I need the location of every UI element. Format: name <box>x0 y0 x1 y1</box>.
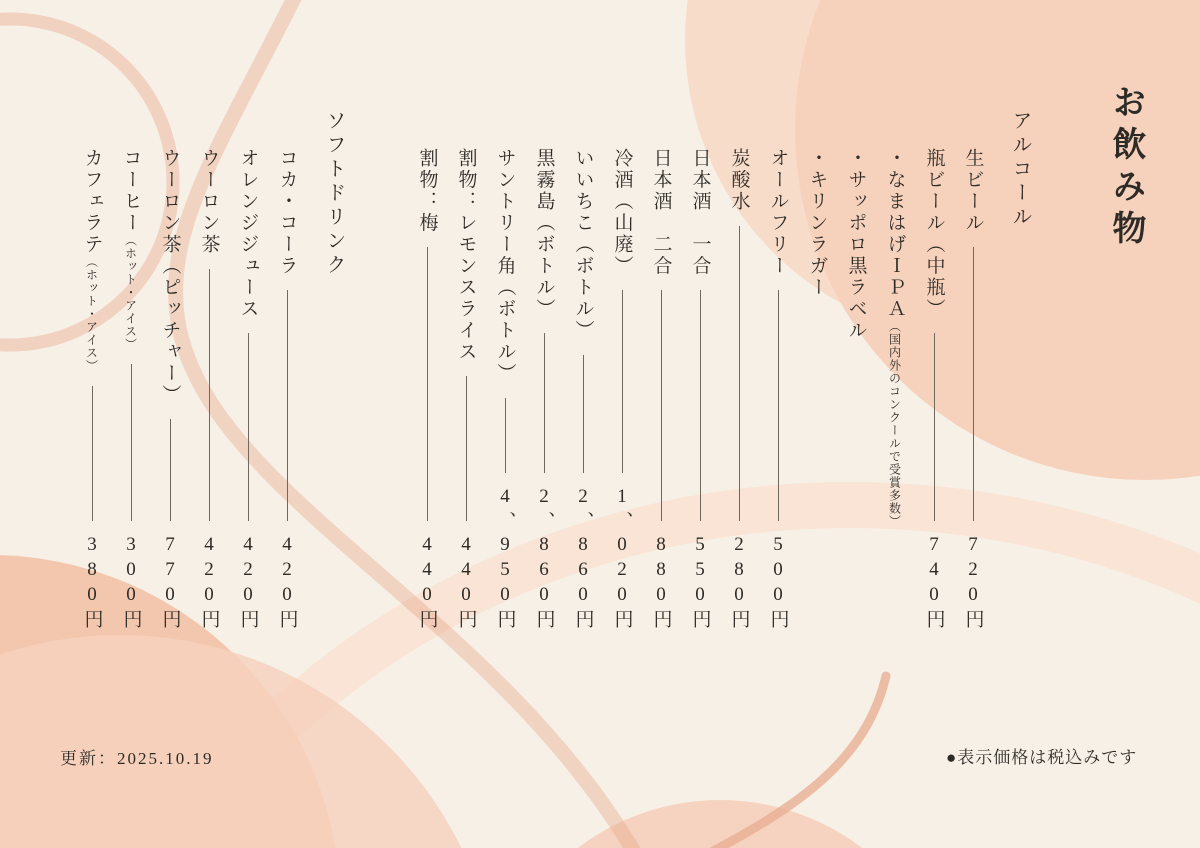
tax-note: ●表示価格は税込みです <box>946 748 1138 767</box>
menu-item <box>611 60 633 646</box>
item-price: 420円 <box>198 534 220 632</box>
item-price: 420円 <box>237 534 259 632</box>
leader-line <box>287 290 288 521</box>
item-price: 740円 <box>923 534 945 632</box>
item-price: 880円 <box>650 534 672 632</box>
menu-item <box>728 60 750 646</box>
item-name: オールフリー <box>767 148 789 277</box>
leader-line <box>778 290 779 521</box>
item-price: 420円 <box>276 534 298 632</box>
menu <box>81 60 1144 646</box>
item-price: 550円 <box>689 534 711 632</box>
menu-item <box>198 60 220 646</box>
leader-line <box>427 247 428 521</box>
item-name: ウーロン茶 <box>198 148 220 256</box>
item-price: 300円 <box>120 534 142 632</box>
item-name: 日本酒 一合 <box>689 148 711 277</box>
updated-date: 更新：2025.10.19 <box>60 749 214 768</box>
decor-circle-bottom-center <box>485 800 955 848</box>
menu-item <box>81 60 103 646</box>
item-name: 割物：レモンスライス <box>455 148 477 363</box>
leader-line <box>934 333 935 521</box>
item-price: 440円 <box>416 534 438 632</box>
item-name: 瓶ビール（中瓶） <box>923 148 945 320</box>
menu-item <box>276 60 298 646</box>
section-header: アルコール <box>1009 110 1031 230</box>
leader-line <box>973 247 974 521</box>
item-name: コカ・コーラ <box>276 148 298 277</box>
item-name: カフェラテ（ホット・アイス） <box>81 148 103 373</box>
leader-line <box>544 333 545 473</box>
menu-item <box>650 60 672 646</box>
menu-item <box>494 60 516 646</box>
menu-item <box>884 60 906 646</box>
item-name: オレンジジュース <box>237 148 259 320</box>
item-name: 生ビール <box>962 148 984 234</box>
item-name: 冷酒（山廃） <box>611 148 633 277</box>
item-name: ・サッポロ黒ラベル <box>845 148 867 342</box>
menu-item <box>962 60 984 646</box>
menu-item <box>767 60 789 646</box>
menu-item <box>572 60 594 646</box>
leader-line <box>209 269 210 522</box>
item-price: 380円 <box>81 534 103 632</box>
item-name: 黒霧島（ボトル） <box>533 148 555 320</box>
leader-line <box>170 419 171 521</box>
leader-line <box>700 290 701 521</box>
menu-item <box>689 60 711 646</box>
item-price: 2、860円 <box>533 486 555 632</box>
item-name: 割物：梅 <box>416 148 438 234</box>
menu-item <box>845 60 867 646</box>
item-name: 炭酸水 <box>728 148 750 213</box>
item-name: 日本酒 二合 <box>650 148 672 277</box>
item-name: ウーロン茶（ピッチャー） <box>159 148 181 406</box>
menu-item <box>159 60 181 646</box>
item-price: 440円 <box>455 534 477 632</box>
item-annotation: （ホット・アイス） <box>123 234 138 351</box>
item-name: ・なまはげＩＰＡ（国内外のコンクールで受賞多数） <box>884 148 906 528</box>
menu-item <box>237 60 259 646</box>
decor-circle-bottom-left-light <box>0 635 500 848</box>
menu-item <box>416 60 438 646</box>
item-name: ・キリンラガー <box>806 148 828 299</box>
leader-line <box>505 398 506 474</box>
item-name: サントリー角（ボトル） <box>494 148 516 385</box>
item-price: 280円 <box>728 534 750 632</box>
item-annotation: （ホット・アイス） <box>84 255 99 373</box>
menu-title: お飲み物 <box>1107 84 1144 252</box>
item-price: 2、860円 <box>572 486 594 632</box>
leader-line <box>466 376 467 521</box>
menu-item <box>923 60 945 646</box>
menu-item <box>533 60 555 646</box>
menu-item <box>120 60 142 646</box>
item-price: 1、020円 <box>611 486 633 632</box>
item-price: 770円 <box>159 534 181 632</box>
section-header: ソフトドリンク <box>323 110 345 278</box>
item-price: 4、950円 <box>494 486 516 632</box>
leader-line <box>622 290 623 473</box>
menu-item <box>806 60 828 646</box>
leader-line <box>131 364 132 521</box>
leader-line <box>739 226 740 522</box>
leader-line <box>248 333 249 521</box>
item-price: 500円 <box>767 534 789 632</box>
menu-item <box>455 60 477 646</box>
leader-line <box>92 386 93 522</box>
item-name: いいちこ（ボトル） <box>572 148 594 342</box>
leader-line <box>661 290 662 521</box>
item-price: 720円 <box>962 534 984 632</box>
item-name: コーヒー（ホット・アイス） <box>120 148 142 351</box>
leader-line <box>583 355 584 474</box>
item-annotation: （国内外のコンクールで受賞多数） <box>887 320 902 528</box>
